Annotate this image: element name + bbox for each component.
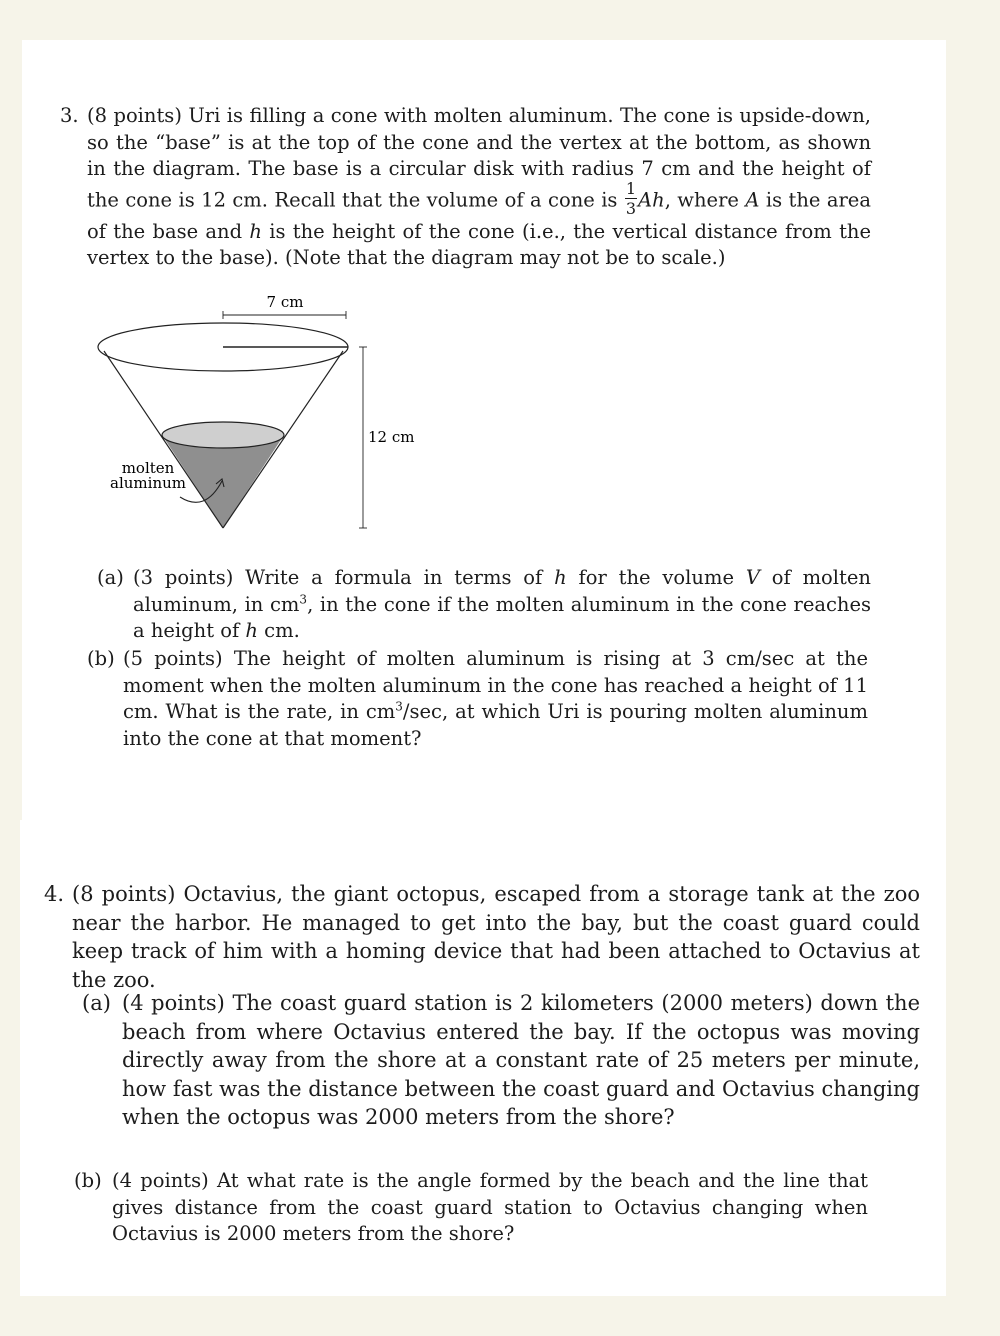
problem-4-text: (8 points) Octavius, the giant octopus, escaped from a storage tank at the zoo near the harbor. He managed to get into the bay, but the coast guard could keep track of him with a homing device that had been attached to Octavius at the zoo. — [72, 882, 920, 992]
problem-3a-label: (a) — [97, 566, 124, 589]
fraction-numerator: 1 — [625, 178, 637, 198]
molten-label-line2: aluminum — [110, 474, 186, 492]
problem-3a-text — [133, 565, 871, 645]
problem-4a-label: (a) — [82, 991, 111, 1015]
unit-exponent: 3 — [299, 592, 308, 606]
problem-3b-label: (b) — [87, 647, 115, 670]
problem-3a-text-4: , in the cone if the molten aluminum in the cone reaches a height of — [133, 592, 872, 642]
problem-3-number: 3. — [60, 104, 79, 127]
variable-h: h — [249, 219, 262, 243]
problem-4a-text: (4 points) The coast guard station is 2 kilometers (2000 meters) down the beach from where Octavius entered the bay. If the octopus was moving directly away from the shore at a constant rate of 25 meters per minute, how fast was the distance between the coast guard and Octavius changing when the octopus was 2000 meters from the shore? — [122, 991, 920, 1129]
variable-h: h — [554, 566, 567, 589]
variable-A: A — [745, 188, 760, 211]
unit-exponent: 3 — [395, 699, 403, 714]
variable-h: h — [245, 619, 258, 642]
unit-cm: cm — [365, 700, 396, 723]
problem-3-statement — [87, 103, 871, 272]
problem-3-text: (8 points) Uri is filling a cone with molten aluminum. The cone is upside-down, so the “base” is at the top of the cone and the vertex at the bottom, as shown in the diagram. The base is a circular disk with radius 7 cm and the height of the cone is 12 cm. Recall that the volume of a cone is — [87, 104, 871, 211]
problem-3b-text — [123, 646, 868, 752]
problem-3b-text-1: (5 points) The height of molten aluminum is rising at 3 cm/sec at the moment when the molten aluminum in the cone has reached a height of 11 cm. What is the rate, in — [123, 647, 868, 723]
problem-4b-text: (4 points) At what rate is the angle formed by the beach and the line that gives distance from the coast guard station to Octavius changing when Octavius is 2000 meters from the shore? — [112, 1169, 868, 1245]
problem-3a-text-3: of molten aluminum, in — [133, 566, 871, 616]
problem-3-text-cont-1: , where — [664, 188, 739, 211]
fraction-denominator: 3 — [625, 198, 637, 218]
one-third-fraction — [625, 178, 637, 218]
molten-surface-ellipse — [162, 422, 284, 448]
problem-3-text-cont-2: is the area of the base and — [87, 188, 871, 243]
problem-4b-label: (b) — [74, 1169, 102, 1192]
problem-3-text-cont-3: is the height of the cone (i.e., the vertical distance from the vertex to the base). (Note that the diagram may not be to scale.) — [87, 219, 872, 269]
problem-3a-text-1: (3 points) Write a formula in terms of — [133, 566, 543, 589]
problem-4-number: 4. — [44, 882, 65, 906]
problem-3a-text-5: cm. — [264, 619, 300, 642]
cone-volume-formula: Ah — [638, 188, 665, 211]
unit-cm: cm — [270, 592, 300, 616]
variable-V: V — [745, 566, 760, 589]
cone-diagram — [90, 285, 430, 540]
problem-3b-text-2: /sec, at which Uri is pouring molten aluminum into the cone at that moment? — [123, 700, 868, 750]
molten-label-line1: molten — [121, 459, 175, 477]
problem-3a-text-2: for the volume — [578, 566, 734, 589]
radius-label: 7 cm — [266, 293, 304, 311]
height-label: 12 cm — [368, 428, 415, 446]
